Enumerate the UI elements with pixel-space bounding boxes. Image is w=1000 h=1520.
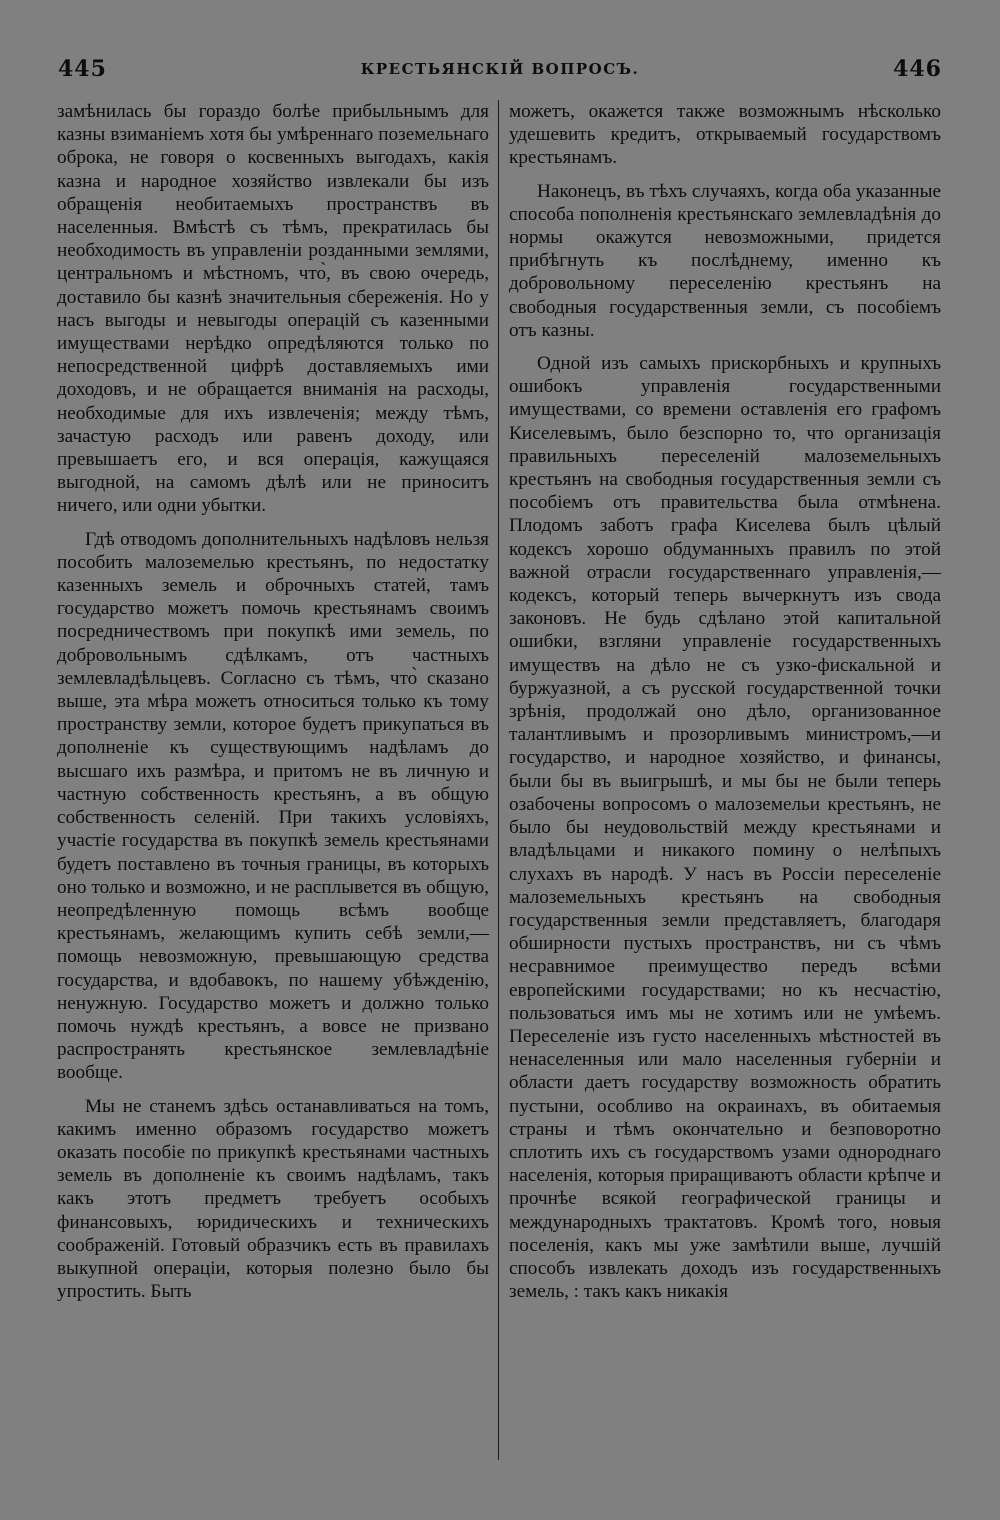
running-title: КРЕСТЬЯНСКІЙ ВОПРОСЪ. — [360, 60, 640, 78]
page-header — [58, 56, 942, 90]
paragraph: можетъ, окажется также возможнымъ нѣсколько удешевить кредитъ, открываемый государствомъ крестьянамъ. — [509, 101, 941, 169]
left-column — [57, 100, 489, 1313]
paragraph: Гдѣ отводомъ дополнительныхъ надѣловъ нельзя пособить малоземелью крестьянъ, по недостатку казенныхъ земель и оброчныхъ статей, тамъ государство можетъ помочь крестьянамъ своимъ посредничествомъ при покупкѣ ими земель, по добровольнымъ сдѣлкамъ, отъ частныхъ землевладѣльцевъ. Согласно съ тѣмъ, что̀ сказано выше, эта мѣра можетъ относиться только къ тому пространству земли, которое будетъ прикупаться въ дополненіе къ существующимъ надѣламъ до высшаго ихъ размѣра, и притомъ не въ личную и частную собственность крестьянъ, а въ общую собственность селеній. При такихъ условіяхъ, участіе государства въ покупкѣ земель крестьянами будетъ поставлено въ точныя границы, въ которыхъ оно только и возможно, и не расплывется въ общую, неопредѣленную помощь всѣмъ вообще крестьянамъ, желающимъ купить себѣ земли,— помощь невозможную, превышающую средства государства, и вдобавокъ, по нашему убѣжденію, ненужную. Государство можетъ и должно только помочь нуждѣ крестьянъ, а вовсе не призвано распространять крестьянское землевладѣніе вообще. — [57, 528, 489, 1084]
paragraph: замѣнилась бы гораздо болѣе прибыльнымъ для казны взиманіемъ хотя бы умѣреннаго поземельнаго оброка, не говоря о косвенныхъ выгодахъ, какія казна и народное хозяйство извлекали бы изъ обращенія необитаемыхъ пространствъ въ населенныя. Вмѣстѣ съ тѣмъ, прекратилась бы необходимость въ управленіи розданными землями, центральномъ и мѣстномъ, что̀, въ свою очередь, доставило бы казнѣ значительныя сбереженія. Но у насъ выгоды и невыгоды операцій съ казенными имуществами нерѣдко опредѣляются только по непосредственной цифрѣ доставляемыхъ ими доходовъ, и не обращается вниманія на расходы, необходимые для ихъ извлеченія; между тѣмъ, зачастую расходъ или равенъ доходу, или превышаетъ его, и вся операція, кажущаяся выгодной, на самомъ дѣлѣ или не приноситъ ничего, или одни убытки. — [57, 101, 489, 517]
page-number-left: 445 — [58, 56, 107, 82]
page-number-right: 446 — [893, 56, 942, 82]
paragraph: Наконецъ, въ тѣхъ случаяхъ, когда оба указанные способа пополненія крестьянскаго землевладѣнія до нормы окажутся невозможными, придется прибѣгнуть къ послѣднему, именно къ добровольному переселенію крестьянъ на свободныя государственныя земли, съ пособіемъ отъ казны. — [509, 180, 941, 341]
column-divider — [498, 100, 499, 1460]
paragraph: Мы не станемъ здѣсь останавливаться на томъ, какимъ именно образомъ государство можетъ оказать пособіе по прикупкѣ крестьянами частныхъ земель въ дополненіе къ своимъ надѣламъ, такъ какъ этотъ предметъ требуетъ особыхъ финансовыхъ, юридическихъ и техническихъ соображеній. Готовый образчикъ есть въ правилахъ выкупной операціи, которыя полезно было бы упростить. Быть — [57, 1095, 489, 1303]
paragraph: Одной изъ самыхъ прискорбныхъ и крупныхъ ошибокъ управленія государственными имуществами, со времени оставленія его графомъ Киселевымъ, было безспорно то, что организація правильныхъ переселеній малоземельныхъ крестьянъ на свободныя государственныя земли съ пособіемъ отъ правительства была отмѣнена. Плодомъ заботъ графа Киселева былъ цѣлый кодексъ хорошо обдуманныхъ правилъ по этой важной отрасли государственнаго управленія,—кодексъ, который теперь вычеркнутъ изъ свода законовъ. Не будь сдѣлано этой капитальной ошибки, взгляни управленіе государственныхъ имуществъ на дѣло не съ узко-фискальной и буржуазной, а съ русской государственной точки зрѣнія, продолжай оно дѣло, организованное талантливымъ и прозорливымъ министромъ,—и государство, и народное хозяйство, и финансы, были бы въ выигрышѣ, и мы бы не были теперь озабочены вопросомъ о малоземельи крестьянъ, не было бы неудовольствій между крестьянами и владѣльцами и никакого помину о нелѣпыхъ слухахъ въ народѣ. У насъ въ Россіи переселеніе малоземельныхъ крестьянъ на свободныя государственныя земли представляетъ, благодаря обширности пустыхъ пространствъ, ни съ чѣмъ несравнимое преимущество передъ всѣми европейскими государствами; но къ несчастію, пользоваться имъ мы не хотимъ или не умѣемъ. Переселеніе изъ густо населенныхъ мѣстностей въ ненаселенныя или мало населенныя губерніи и области даетъ государству возможность обратить пустыни, особливо на окраинахъ, въ обитаемыя страны и тѣмъ окончательно и безповоротно сплотить ихъ съ государствомъ узами однороднаго населенія, которыя приращиваютъ области крѣпче и прочнѣе всякой географической границы и международныхъ трактатовъ. Кромѣ того, новыя поселенія, какъ мы уже замѣтили выше, лучшій способъ извлекать доходъ изъ государственныхъ земель, : такъ какъ никакія — [509, 353, 941, 1303]
right-column — [509, 100, 941, 1313]
